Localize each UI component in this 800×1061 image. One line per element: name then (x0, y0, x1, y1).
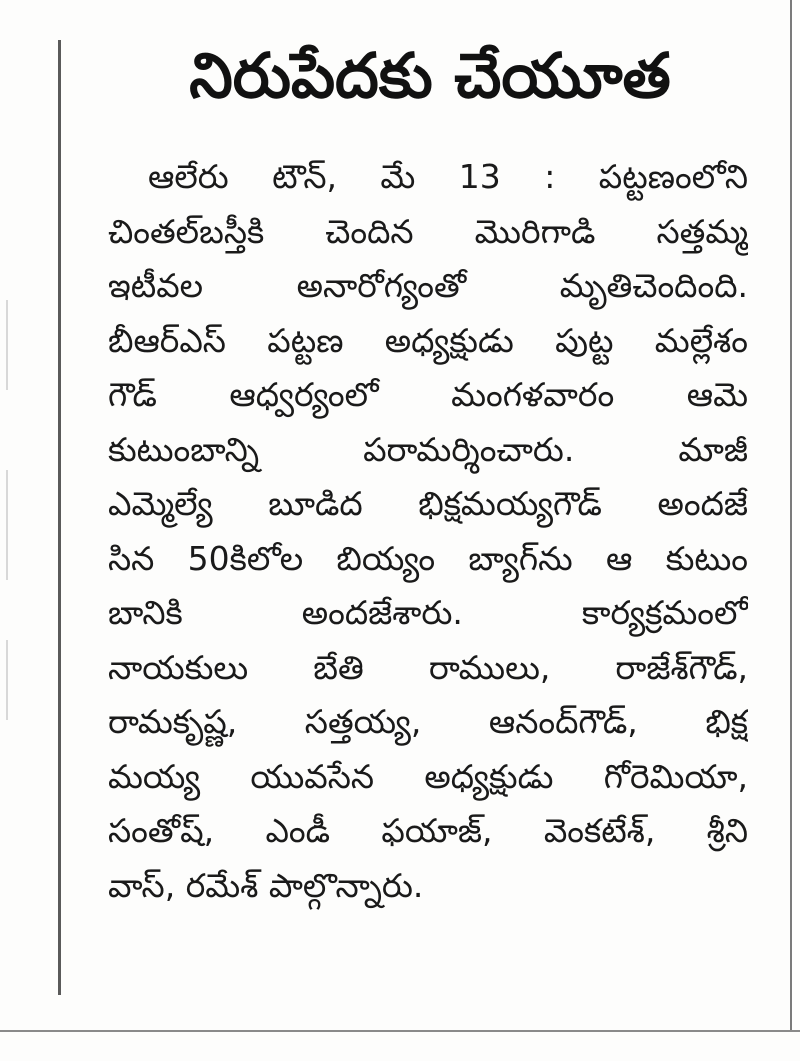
article-line: సంతోష్, ఎండీ ఫయాజ్, వెంకటేశ్, శ్రీని (108, 811, 748, 850)
article-headline: నిరుపేదకు చేయూత (189, 39, 671, 112)
column-rule-left (58, 40, 61, 995)
article-body (108, 150, 748, 913)
article-line: నాయకులు బేతి రాములు, రాజేశ్‌గౌడ్, (108, 647, 748, 687)
article-line: గౌడ్ ఆధ్వర్యంలో మంగళవారం ఆమె (108, 375, 748, 414)
article-line: ఇటీవల అనారోగ్యంతో మృతిచెందింది. (108, 266, 748, 305)
edge-mark (6, 470, 8, 580)
article-line: కుటుంబాన్ని పరామర్శించారు. మాజీ (108, 429, 748, 469)
article-line: ఎమ్మెల్యే బూడిద భిక్షమయ్యగౌడ్ అందజే (108, 484, 748, 523)
article-line: ఆలేరు టౌన్, మే 13 : పట్టణంలోని (148, 157, 748, 196)
column-rule-bottom (0, 1030, 800, 1032)
article-line: రామకృష్ణ, సత్తయ్య, ఆనంద్‌గౌడ్, భిక్ష (108, 702, 748, 741)
article-line: వాస్, రమేశ్ పాల్గొన్నారు. (108, 865, 424, 905)
edge-mark (6, 300, 8, 390)
article-line: చింతల్‌బస్తీకి చెందిన మొరిగాడి సత్తమ్మ (108, 211, 748, 251)
article-line: మయ్య యువసేన అధ్యక్షుడు గోరెమియా, (108, 756, 748, 796)
edge-mark (6, 640, 8, 720)
article-line: సిన 50కిలోల బియ్యం బ్యాగ్‌ను ఆ కుటుం (108, 538, 748, 578)
article-line: బానికి అందజేశారు. కార్యక్రమంలో (108, 593, 748, 632)
article-line: బీఆర్ఎస్ పట్టణ అధ్యక్షుడు పుట్ట మల్లేశం (108, 320, 748, 360)
column-rule-right (790, 0, 792, 1030)
